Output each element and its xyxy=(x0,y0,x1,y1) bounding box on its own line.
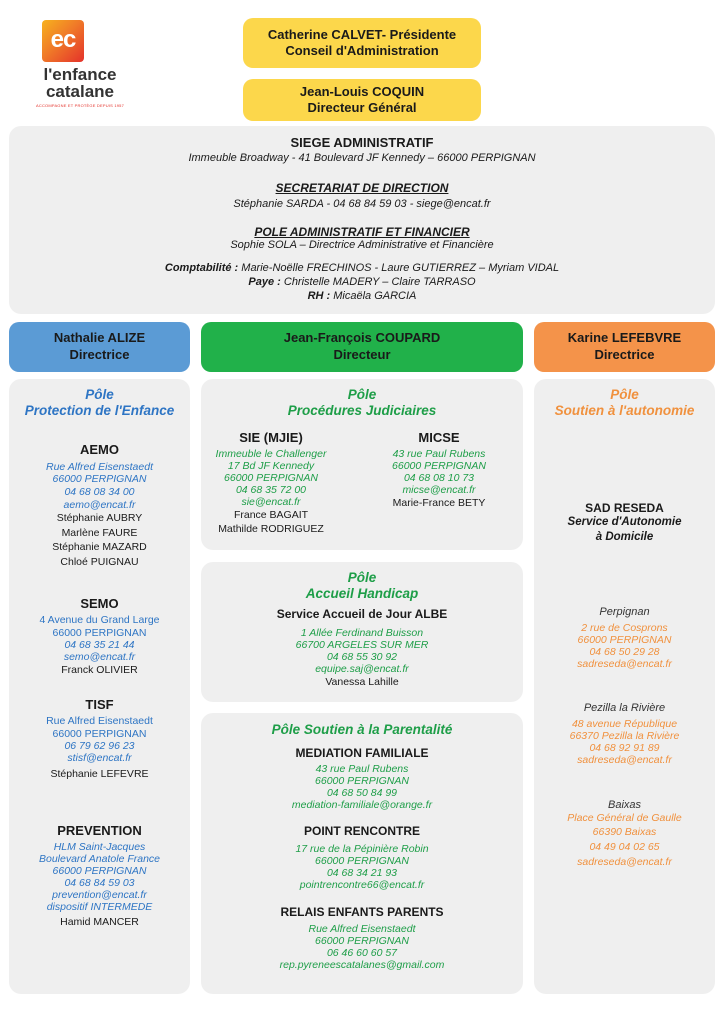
aemo-info-3: aemo@encat.fr xyxy=(63,499,136,511)
sie-name-1: Mathilde RODRIGUEZ xyxy=(218,523,324,535)
sie-title: SIE (MJIE) xyxy=(239,430,303,445)
mediation-info-1: 66000 PERPIGNAN xyxy=(315,775,409,787)
mediation-info-2: 04 68 50 84 99 xyxy=(326,787,398,799)
tisf-info-0: Rue Alfred Eisenstaedt xyxy=(46,715,153,727)
handicap-info-3: equipe.saj@encat.fr xyxy=(315,663,409,675)
semo-info-0: 4 Avenue du Grand Large xyxy=(39,614,160,626)
sie-info-4: sie@encat.fr xyxy=(241,496,301,508)
pole-admin-line: Sophie SOLA – Directrice Administrative et Financière xyxy=(230,239,494,251)
prevention-info-1: Boulevard Anatole France xyxy=(38,853,161,865)
rencontre-info-2: 04 68 34 21 93 xyxy=(326,867,398,879)
mediation-info-0: 43 rue Paul Rubens xyxy=(315,763,409,775)
header-right xyxy=(534,322,715,372)
handicap-pole-name: Accueil Handicap xyxy=(305,586,419,601)
pezilla-info-0: 48 avenue République xyxy=(571,718,678,730)
pezilla-city: Pezilla la Rivière xyxy=(583,702,666,714)
aemo-info-0: Rue Alfred Eisenstaedt xyxy=(45,461,153,473)
micse-info-0: 43 rue Paul Rubens xyxy=(392,448,486,460)
left-pole-label: Pôle xyxy=(85,387,114,402)
right-pole-name: Soutien à l'autonomie xyxy=(554,403,695,418)
right-pole-label: Pôle xyxy=(610,387,639,402)
aemo-info-1: 66000 PERPIGNAN xyxy=(52,473,147,485)
prevention-name-0: Hamid MANCER xyxy=(60,916,139,928)
header-right-name: Karine LEFEBVRE xyxy=(567,330,682,345)
prevention-title: PREVENTION xyxy=(57,823,142,838)
handicap-panel xyxy=(201,562,523,702)
aemo-info-2: 04 68 08 34 00 xyxy=(64,486,135,498)
handicap-name-0: Vanessa Lahille xyxy=(325,676,399,688)
semo-info-1: 66000 PERPIGNAN xyxy=(52,627,147,639)
rencontre-title: POINT RENCONTRE xyxy=(303,824,420,838)
tisf-name-0: Stéphanie LEFEVRE xyxy=(50,768,149,780)
logo-text-line1: l'enfance xyxy=(43,65,117,84)
paye-label: Paye : xyxy=(248,276,281,288)
rencontre-info-1: 66000 PERPIGNAN xyxy=(315,855,409,867)
micse-info-3: micse@encat.fr xyxy=(402,484,476,496)
rh-line xyxy=(9,290,715,302)
relais-info-2: 06 46 60 60 57 xyxy=(326,947,398,959)
perpignan-info-1: 66000 PERPIGNAN xyxy=(577,634,672,646)
director-general-name: Jean-Louis COQUIN xyxy=(299,84,425,99)
handicap-info-1: 66700 ARGELES SUR MER xyxy=(295,639,429,651)
sad-sub-1: Service d'Autonomie xyxy=(567,516,682,528)
header-middle-name: Jean-François COUPARD xyxy=(283,330,441,345)
secretariat-title: SECRETARIAT DE DIRECTION xyxy=(275,181,449,195)
director-general-box xyxy=(243,79,481,121)
paye-text: Christelle MADERY – Claire TARRASO xyxy=(280,276,476,288)
compta-text: Marie-Noëlle FRECHINOS - Laure GUTIERREZ – Myriam VIDAL xyxy=(238,262,560,274)
parentalite-pole: Pôle Soutien à la Parentalité xyxy=(271,722,453,737)
judiciaire-pole-name: Procédures Judiciaires xyxy=(287,403,437,418)
perpignan-city: Perpignan xyxy=(599,606,650,618)
micse-block xyxy=(371,379,507,550)
micse-info-1: 66000 PERPIGNAN xyxy=(392,460,486,472)
prevention-info-4: prevention@encat.fr xyxy=(52,889,147,901)
siege-address: Immeuble Broadway - 41 Boulevard JF Kennedy – 66000 PERPIGNAN xyxy=(188,152,536,164)
sie-info-0: Immeuble le Challenger xyxy=(215,448,327,460)
tisf-info-1: 66000 PERPIGNAN xyxy=(52,728,147,740)
prevention-info-3: 04 68 84 59 03 xyxy=(64,877,135,889)
header-middle-role: Directeur xyxy=(333,347,391,362)
semo-info-3: semo@encat.fr xyxy=(63,651,136,663)
relais-info-0: Rue Alfred Eisenstaedt xyxy=(308,923,416,935)
baixas-city: Baixas xyxy=(607,799,642,811)
aemo-name-0: Stéphanie AUBRY xyxy=(56,512,143,524)
tisf-title: TISF xyxy=(85,697,114,712)
micse-info-2: 04 68 08 10 73 xyxy=(403,472,475,484)
rh-label: RH : xyxy=(307,290,331,302)
prevention-info-2: 66000 PERPIGNAN xyxy=(52,865,147,877)
prevention-info-0: HLM Saint-Jacques xyxy=(53,841,146,853)
paye-line xyxy=(9,276,715,288)
baixas-info-3: sadreseda@encat.fr xyxy=(577,856,672,868)
header-left-role: Directrice xyxy=(69,347,130,362)
compta-label: Comptabilité : xyxy=(164,262,239,274)
prevention-info-5: dispositif INTERMEDE xyxy=(46,901,153,913)
rencontre-info-3: pointrencontre66@encat.fr xyxy=(299,879,425,891)
baixas-info-0: Place Général de Gaulle xyxy=(567,812,682,824)
header-middle xyxy=(201,322,523,372)
tisf-info-2: 06 79 62 96 23 xyxy=(64,740,135,752)
logo-mark: ec xyxy=(50,26,76,53)
micse-name-0: Marie-France BETY xyxy=(392,497,486,509)
handicap-info-0: 1 Allée Ferdinand Buisson xyxy=(300,627,424,639)
semo-name-0: Franck OLIVIER xyxy=(61,664,138,676)
sie-name-0: France BAGAIT xyxy=(233,509,309,521)
aemo-name-2: Stéphanie MAZARD xyxy=(52,541,147,553)
perpignan-info-3: sadreseda@encat.fr xyxy=(577,658,672,670)
sie-info-1: 17 Bd JF Kennedy xyxy=(227,460,315,472)
aemo-title: AEMO xyxy=(80,442,119,457)
relais-info-1: 66000 PERPIGNAN xyxy=(315,935,409,947)
handicap-info-2: 04 68 55 30 92 xyxy=(326,651,398,663)
rencontre-info-0: 17 rue de la Pépinière Robin xyxy=(295,843,429,855)
baixas-info-1: 66390 Baixas xyxy=(592,826,657,838)
handicap-pole-label: Pôle xyxy=(347,570,377,585)
perpignan-info-2: 04 68 50 29 28 xyxy=(589,646,660,658)
compta-line xyxy=(9,262,715,274)
micse-title: MICSE xyxy=(418,430,460,445)
sie-info-3: 04 68 35 72 00 xyxy=(235,484,307,496)
header-left xyxy=(9,322,190,372)
sie-block xyxy=(201,379,341,550)
perpignan-info-0: 2 rue de Cosprons xyxy=(581,622,668,634)
left-pole-name: Protection de l'Enfance xyxy=(24,403,175,418)
mediation-info-3: mediation-familiale@orange.fr xyxy=(291,799,433,811)
pezilla-info-2: 04 68 92 91 89 xyxy=(589,742,660,754)
semo-title: SEMO xyxy=(80,596,119,611)
relais-info-3: rep.pyreneescatalanes@gmail.com xyxy=(279,959,445,971)
director-general-role: Directeur Général xyxy=(307,100,417,115)
rh-text: Micaëla GARCIA xyxy=(330,290,417,302)
logo-tagline: ACCOMPAGNE ET PROTÈGE DEPUIS 1957 xyxy=(35,103,125,108)
aemo-name-3: Chloé PUIGNAU xyxy=(60,556,139,568)
siege-title: SIEGE ADMINISTRATIF xyxy=(290,135,434,150)
tisf-info-3: stisf@encat.fr xyxy=(67,752,132,764)
right-panel xyxy=(534,379,715,994)
siege-panel xyxy=(9,126,715,314)
logo-icon xyxy=(42,20,84,62)
president-box xyxy=(243,18,481,68)
aemo-name-1: Marlène FAURE xyxy=(61,527,138,539)
judiciaire-pole-label: Pôle xyxy=(347,387,377,402)
judiciaire-panel xyxy=(201,379,523,550)
pole-admin-title: POLE ADMINISTRATIF ET FINANCIER xyxy=(254,225,470,239)
president-role: Conseil d'Administration xyxy=(285,43,439,58)
semo-info-2: 04 68 35 21 44 xyxy=(64,639,135,651)
handicap-service: Service Accueil de Jour ALBE xyxy=(276,607,448,621)
left-panel xyxy=(9,379,190,994)
baixas-info-2: 04 49 04 02 65 xyxy=(589,841,660,853)
header-left-name: Nathalie ALIZE xyxy=(53,330,146,345)
sad-title: SAD RESEDA xyxy=(585,501,664,515)
parentalite-panel xyxy=(201,713,523,994)
mediation-title: MEDIATION FAMILIALE xyxy=(295,746,429,760)
logo-text-line2: catalane xyxy=(45,82,115,101)
pezilla-info-1: 66370 Pezilla la Rivière xyxy=(569,730,680,742)
secretariat-line: Stéphanie SARDA - 04 68 84 59 03 - siege@encat.fr xyxy=(233,198,491,210)
president-name: Catherine CALVET- Présidente xyxy=(267,27,457,42)
sad-sub-2: à Domicile xyxy=(595,531,654,543)
header-right-role: Directrice xyxy=(594,347,655,362)
relais-title: RELAIS ENFANTS PARENTS xyxy=(280,905,444,919)
sie-info-2: 66000 PERPIGNAN xyxy=(224,472,318,484)
pezilla-info-3: sadreseda@encat.fr xyxy=(577,754,672,766)
